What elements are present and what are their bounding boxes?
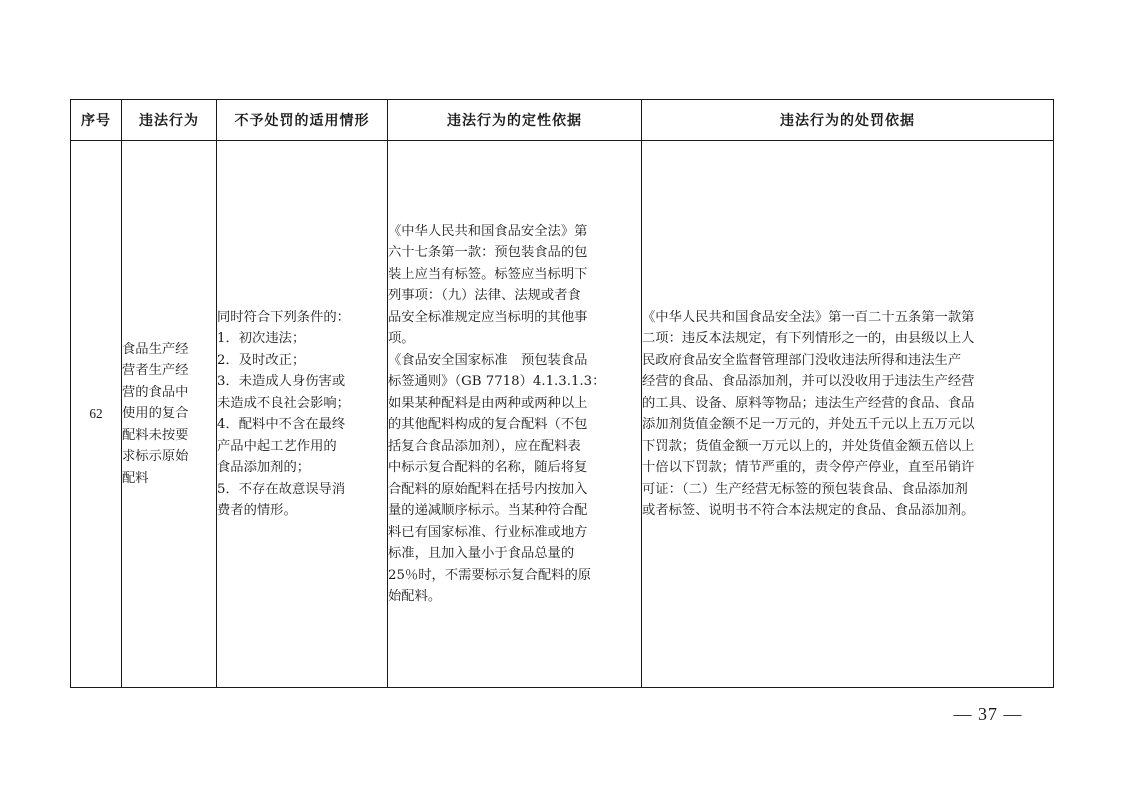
cell-text-line: 营的食品中: [122, 384, 189, 400]
cell-text-line: 同时符合下列条件的：: [217, 309, 350, 325]
cell-text-line: 食品添加剂的；: [217, 460, 311, 475]
cell-text-line: 量的递减顺序标示。当某种符合配: [388, 503, 588, 518]
cell-text-line: 1．初次违法；: [217, 331, 306, 346]
cell-text-line: 产品中起工艺作用的: [217, 438, 337, 454]
cell-text-line: 4．配料中不含在最终: [217, 417, 346, 432]
header-basis: 违法行为的定性依据: [388, 100, 642, 141]
cell-text-line: 未造成不良社会影响；: [217, 395, 350, 411]
cell-text-line: 2．及时改正；: [217, 352, 306, 368]
cell-text-line: 装上应当有标签。标签应当标明下: [388, 266, 588, 282]
cell-text-line: 或者标签、说明书不符合本法规定的食品、食品添加剂。: [642, 503, 975, 518]
cell-text-line: 使用的复合: [122, 406, 189, 422]
cell-text-line: 标准，且加入量小于食品总量的: [388, 546, 575, 561]
cell-text-line: 项。: [388, 331, 415, 346]
cell-text-line: 十倍以下罚款；情节严重的，责令停产停业，直至吊销许: [642, 460, 975, 475]
exempt-cell: [217, 141, 388, 688]
cell-text-line: 的其他配料构成的复合配料（不包: [388, 417, 588, 432]
basis-cell: [388, 141, 642, 688]
penalty-exemption-table: [70, 99, 1054, 688]
header-no: 序号: [71, 100, 122, 141]
cell-text-line: 列事项：（九）法律、法规或者食: [388, 288, 581, 303]
cell-text-line: 标签通则》（GB 7718）4.1.3.1.3：: [388, 374, 606, 389]
cell-text-line: 配料: [122, 470, 149, 486]
cell-text-line: 始配料。: [388, 589, 442, 604]
table-row: [71, 141, 1054, 688]
table-header-row: [71, 100, 1054, 141]
cell-text-line: 合配料的原始配料在括号内按加入: [388, 481, 588, 497]
cell-text-line: 民政府食品安全监督管理部门没收违法所得和违法生产: [642, 352, 962, 368]
cell-text-line: 下罚款；货值金额一万元以上的，并处货值金额五倍以上: [642, 438, 975, 454]
cell-text-line: 经营的食品、食品添加剂，并可以没收用于违法生产经营: [642, 374, 975, 389]
row-number: 62: [71, 141, 122, 688]
cell-text-line: 《食品安全国家标准 预包装食品: [388, 352, 588, 368]
cell-text-line: 中标示复合配料的名称，随后将复: [388, 460, 588, 475]
cell-text-line: 3．未造成人身伤害或: [217, 374, 346, 389]
cell-text-line: 如果某种配料是由两种或两种以上: [388, 395, 588, 411]
cell-text-line: 料已有国家标准、行业标准或地方: [388, 524, 588, 540]
cell-text-line: 的工具、设备、原料等物品；违法生产经营的食品、食品: [642, 395, 975, 411]
cell-text-line: 费者的情形。: [217, 503, 297, 518]
header-behavior: 违法行为: [122, 100, 217, 141]
cell-text-line: 品安全标准规定应当标明的其他事: [388, 309, 588, 325]
cell-text-line: 25％时，不需要标示复合配料的原: [388, 567, 592, 583]
page-number: — 37 —: [953, 704, 1023, 724]
cell-text-line: 营者生产经: [122, 363, 189, 379]
header-penalty: 违法行为的处罚依据: [642, 100, 1054, 141]
cell-text-line: 可证：（二）生产经营无标签的预包装食品、食品添加剂: [642, 481, 968, 497]
cell-text-line: 配料未按要: [122, 427, 189, 443]
cell-text-line: 二项：违反本法规定，有下列情形之一的，由县级以上人: [642, 331, 975, 346]
cell-text-line: 《中华人民共和国食品安全法》第: [388, 223, 588, 239]
cell-text-line: 六十七条第一款：预包装食品的包: [388, 245, 588, 260]
header-exempt: 不予处罚的适用情形: [217, 100, 388, 141]
cell-text-line: 《中华人民共和国食品安全法》第一百二十五条第一款第: [642, 309, 975, 325]
penalty-cell: [642, 141, 1054, 688]
cell-text-line: 食品生产经: [122, 341, 189, 357]
cell-text-line: 5．不存在故意误导消: [217, 481, 346, 497]
cell-text-line: 求标示原始: [122, 449, 189, 465]
cell-text-line: 括复合食品添加剂），应在配料表: [388, 438, 581, 454]
behavior-cell: [122, 141, 217, 688]
cell-text-line: 添加剂货值金额不足一万元的，并处五千元以上五万元以: [642, 417, 975, 432]
